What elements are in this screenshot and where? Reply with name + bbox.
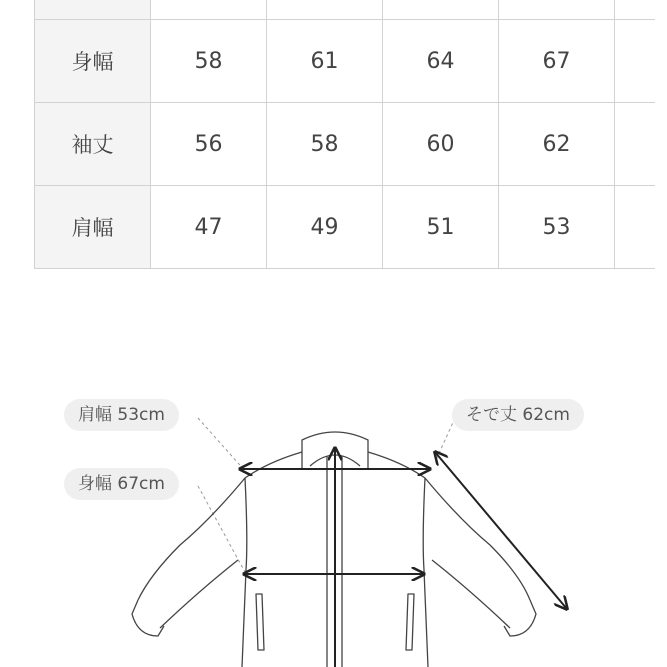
row-label: 肩幅 [35,186,151,269]
table-cell: 60 [383,103,499,186]
sleeve-length-arrow [435,452,567,609]
body-leader-line [198,486,246,574]
table-cell: 51 [383,186,499,269]
table-cell: 61 [267,20,383,103]
sleeve-leader-line [436,418,455,460]
table-cell: 49 [267,186,383,269]
table-cell: 47 [151,186,267,269]
table-cell: 58 [151,20,267,103]
row-label: 袖丈 [35,103,151,186]
table-cell: 67 [499,20,615,103]
table-cell: 56 [151,103,267,186]
table-cell: 53 [499,186,615,269]
table-cell: 64 [383,20,499,103]
shoulder-width-label: 肩幅 53cm [64,399,179,431]
sleeve-length-label: そで丈 62cm [452,399,584,431]
row-label: 身幅 [35,20,151,103]
table-cell: 62 [499,103,615,186]
table-cell: 58 [267,103,383,186]
shoulder-leader-line [198,418,246,472]
body-width-label: 身幅 67cm [64,468,179,500]
